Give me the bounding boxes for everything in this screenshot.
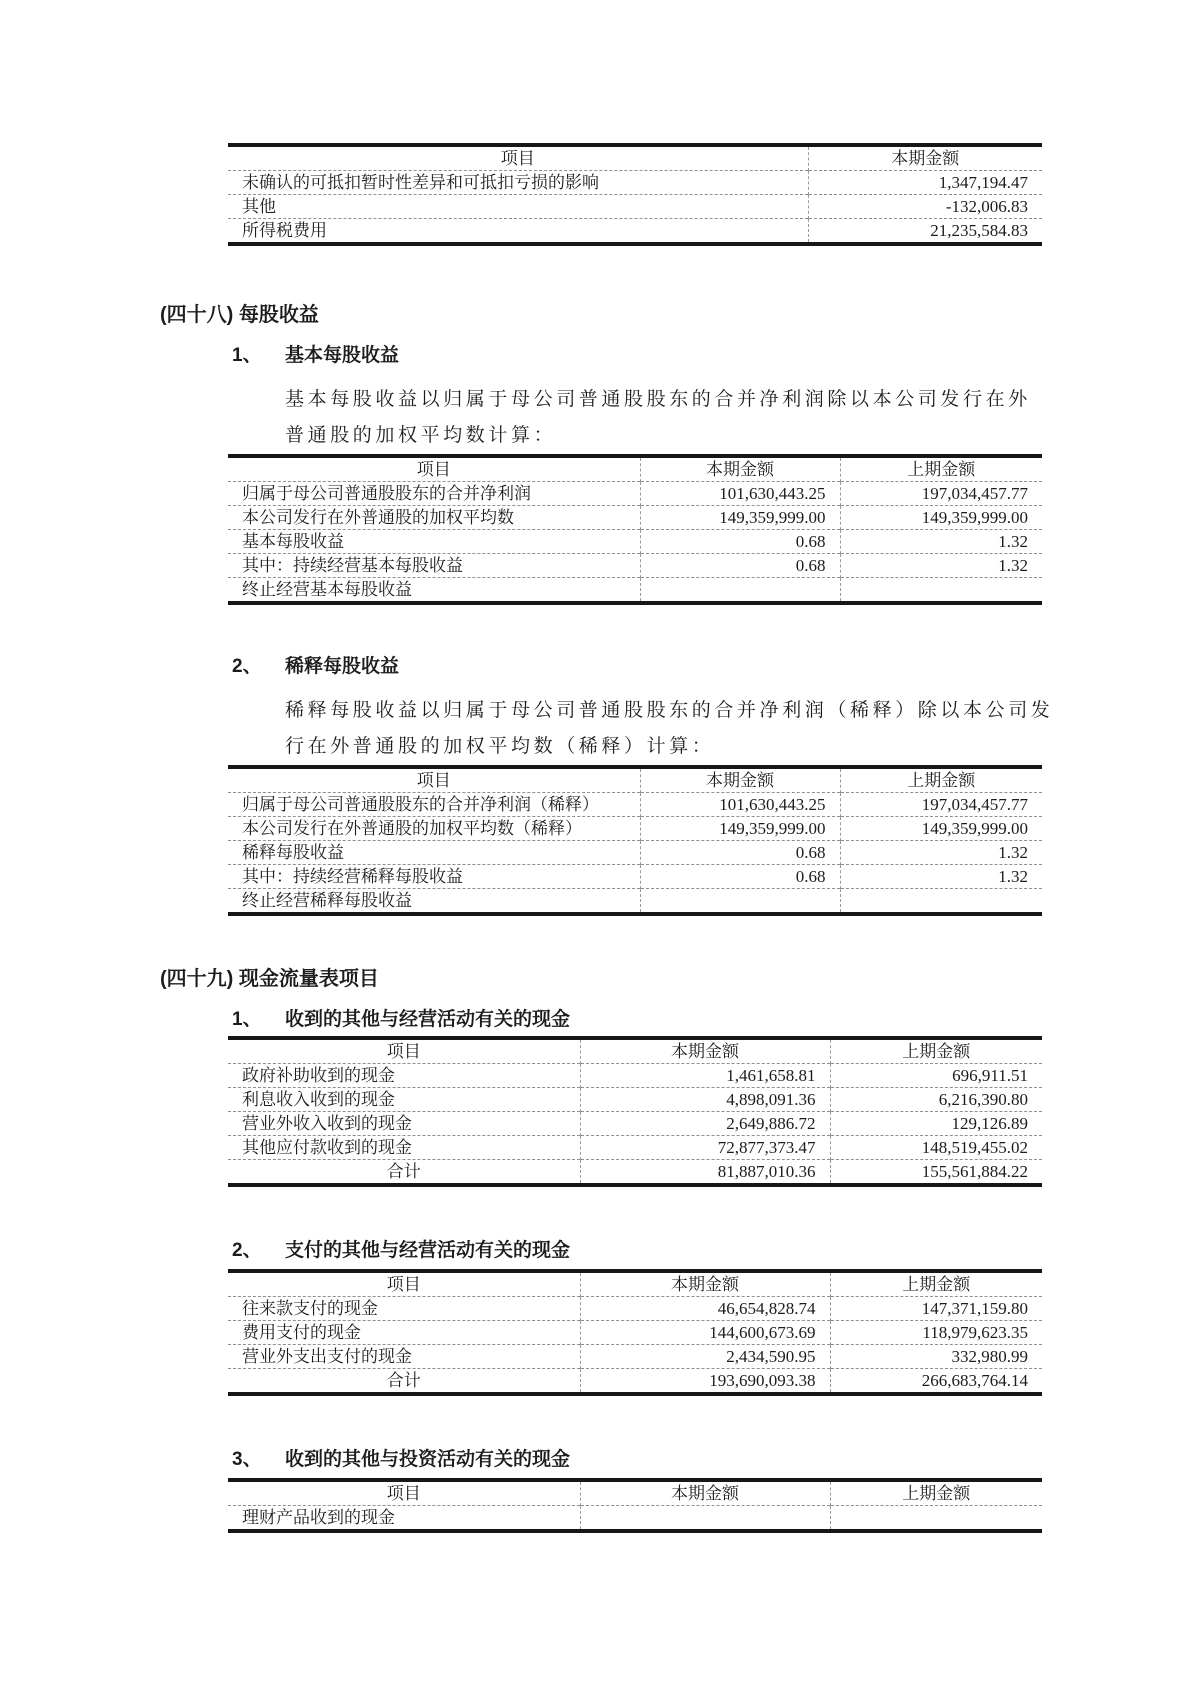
col-header-current: 本期金额 (580, 1271, 830, 1297)
cell-prior: 149,359,999.00 (840, 817, 1042, 841)
cell-prior: 696,911.51 (830, 1064, 1042, 1088)
cell-current: -132,006.83 (808, 195, 1042, 219)
col-header-item: 项目 (386, 1275, 421, 1294)
table-row (228, 1297, 1042, 1321)
table-header-row (228, 767, 1042, 793)
basic-eps-paragraph (285, 382, 1055, 454)
col-header-current: 本期金额 (580, 1038, 830, 1064)
cell-prior: 1.32 (840, 841, 1042, 865)
cell-prior: 197,034,457.77 (840, 482, 1042, 506)
table-row (228, 1345, 1042, 1369)
cell-current: 149,359,999.00 (640, 506, 840, 530)
paragraph-line: 行在外普通股的加权平均数（稀释）计算： (285, 736, 715, 757)
col-header-item: 项目 (416, 460, 451, 479)
cell-prior: 155,561,884.22 (830, 1160, 1042, 1186)
cell-prior (840, 889, 1042, 915)
cell-item: 本公司发行在外普通股的加权平均数 (228, 506, 640, 530)
cell-prior: 6,216,390.80 (830, 1088, 1042, 1112)
cell-item: 所得税费用 (228, 219, 808, 245)
cell-current (640, 889, 840, 915)
table-row (228, 1369, 1042, 1395)
table-row (228, 889, 1042, 915)
subheading-number: 2、 (232, 656, 262, 677)
cell-item: 往来款支付的现金 (228, 1297, 580, 1321)
cell-current (640, 578, 840, 604)
cell-current: 81,887,010.36 (580, 1160, 830, 1186)
table-row (228, 506, 1042, 530)
col-header-current: 本期金额 (580, 1480, 830, 1506)
cell-current: 46,654,828.74 (580, 1297, 830, 1321)
cell-item: 政府补助收到的现金 (228, 1064, 580, 1088)
table-header-row (228, 145, 1042, 171)
cell-item: 未确认的可抵扣暂时性差异和可抵扣亏损的影响 (228, 171, 808, 195)
col-header-prior: 上期金额 (840, 456, 1042, 482)
table-row (228, 1064, 1042, 1088)
table-row (228, 578, 1042, 604)
subheading-basic-eps (232, 342, 1042, 370)
cell-current: 2,434,590.95 (580, 1345, 830, 1369)
cash-paid-operating-table (228, 1269, 1042, 1396)
cell-current: 149,359,999.00 (640, 817, 840, 841)
col-header-item: 项目 (386, 1042, 421, 1061)
table-row (228, 793, 1042, 817)
table-row (228, 841, 1042, 865)
table-header-row (228, 1038, 1042, 1064)
cell-prior (830, 1506, 1042, 1532)
table-row (228, 219, 1042, 245)
cell-prior: 1.32 (840, 865, 1042, 889)
income-tax-expense-table (228, 143, 1042, 246)
cell-item: 其他 (228, 195, 808, 219)
table-row (228, 482, 1042, 506)
diluted-eps-table (228, 765, 1042, 916)
col-header-current: 本期金额 (640, 456, 840, 482)
table-row (228, 195, 1042, 219)
cell-item: 归属于母公司普通股股东的合并净利润 (228, 482, 640, 506)
cell-current: 0.68 (640, 530, 840, 554)
subheading-title: 支付的其他与经营活动有关的现金 (285, 1240, 571, 1261)
cell-item: 合计 (228, 1160, 580, 1186)
subheading-number: 1、 (232, 1009, 262, 1030)
cell-current: 2,649,886.72 (580, 1112, 830, 1136)
cell-current: 0.68 (640, 865, 840, 889)
subheading-cash-received-operating (232, 1006, 1042, 1034)
cell-prior: 129,126.89 (830, 1112, 1042, 1136)
col-header-prior: 上期金额 (840, 767, 1042, 793)
cell-item: 稀释每股收益 (228, 841, 640, 865)
cash-received-investing-table (228, 1478, 1042, 1533)
table-row (228, 1136, 1042, 1160)
cell-prior: 148,519,455.02 (830, 1136, 1042, 1160)
paragraph-line: 普通股的加权平均数计算： (285, 425, 557, 446)
cell-current: 72,877,373.47 (580, 1136, 830, 1160)
cell-item: 其中：持续经营基本每股收益 (228, 554, 640, 578)
cell-current: 193,690,093.38 (580, 1369, 830, 1395)
table-row (228, 817, 1042, 841)
cell-item: 本公司发行在外普通股的加权平均数（稀释） (228, 817, 640, 841)
cell-item: 费用支付的现金 (228, 1321, 580, 1345)
subheading-title: 稀释每股收益 (285, 656, 400, 677)
table-header-row (228, 1480, 1042, 1506)
cell-current: 1,347,194.47 (808, 171, 1042, 195)
table-header-row (228, 456, 1042, 482)
col-header-item: 项目 (416, 771, 451, 790)
table-row (228, 171, 1042, 195)
table-row (228, 1506, 1042, 1532)
cell-current: 144,600,673.69 (580, 1321, 830, 1345)
subheading-number: 1、 (232, 345, 262, 366)
cell-current: 1,461,658.81 (580, 1064, 830, 1088)
cell-item: 其他应付款收到的现金 (228, 1136, 580, 1160)
cell-item: 理财产品收到的现金 (228, 1506, 580, 1532)
paragraph-line: 稀释每股收益以归属于母公司普通股股东的合并净利润（稀释）除以本公司发 (285, 700, 1054, 721)
col-header-current: 本期金额 (808, 145, 1042, 171)
col-header-prior: 上期金额 (830, 1038, 1042, 1064)
section-heading-eps: (四十八) 每股收益 (160, 304, 319, 326)
table-row (228, 865, 1042, 889)
cell-item: 合计 (228, 1369, 580, 1395)
cell-prior: 332,980.99 (830, 1345, 1042, 1369)
cell-current: 21,235,584.83 (808, 219, 1042, 245)
cell-item: 利息收入收到的现金 (228, 1088, 580, 1112)
cell-prior: 147,371,159.80 (830, 1297, 1042, 1321)
col-header-prior: 上期金额 (830, 1480, 1042, 1506)
cell-item: 营业外收入收到的现金 (228, 1112, 580, 1136)
subheading-title: 收到的其他与经营活动有关的现金 (285, 1009, 571, 1030)
col-header-item: 项目 (500, 149, 535, 168)
subheading-cash-received-investing (232, 1446, 1042, 1474)
subheading-number: 2、 (232, 1240, 262, 1261)
subheading-title: 基本每股收益 (285, 345, 400, 366)
cell-item: 营业外支出支付的现金 (228, 1345, 580, 1369)
table-header-row (228, 1271, 1042, 1297)
cell-item: 基本每股收益 (228, 530, 640, 554)
cell-current (580, 1506, 830, 1532)
cash-received-operating-table (228, 1036, 1042, 1187)
table-row (228, 1112, 1042, 1136)
col-header-prior: 上期金额 (830, 1271, 1042, 1297)
cell-item: 归属于母公司普通股股东的合并净利润（稀释） (228, 793, 640, 817)
cell-item: 终止经营稀释每股收益 (228, 889, 640, 915)
cell-item: 终止经营基本每股收益 (228, 578, 640, 604)
cell-prior (840, 578, 1042, 604)
subheading-cash-paid-operating (232, 1237, 1042, 1265)
table-row (228, 1088, 1042, 1112)
col-header-item: 项目 (386, 1484, 421, 1503)
cell-current: 0.68 (640, 841, 840, 865)
cell-current: 101,630,443.25 (640, 482, 840, 506)
col-header-current: 本期金额 (640, 767, 840, 793)
paragraph-line: 基本每股收益以归属于母公司普通股股东的合并净利润除以本公司发行在外 (285, 389, 1031, 410)
cell-item: 其中：持续经营稀释每股收益 (228, 865, 640, 889)
section-heading-cashflow: (四十九) 现金流量表项目 (160, 968, 379, 990)
table-row (228, 530, 1042, 554)
table-row (228, 554, 1042, 578)
cell-prior: 1.32 (840, 530, 1042, 554)
diluted-eps-paragraph (285, 693, 1055, 765)
subheading-title: 收到的其他与投资活动有关的现金 (285, 1449, 571, 1470)
subheading-number: 3、 (232, 1449, 262, 1470)
subheading-diluted-eps (232, 653, 1042, 681)
cell-prior: 149,359,999.00 (840, 506, 1042, 530)
cell-prior: 266,683,764.14 (830, 1369, 1042, 1395)
table-row (228, 1321, 1042, 1345)
basic-eps-table (228, 454, 1042, 605)
table-row (228, 1160, 1042, 1186)
cell-prior: 118,979,623.35 (830, 1321, 1042, 1345)
cell-prior: 1.32 (840, 554, 1042, 578)
cell-prior: 197,034,457.77 (840, 793, 1042, 817)
cell-current: 101,630,443.25 (640, 793, 840, 817)
cell-current: 0.68 (640, 554, 840, 578)
cell-current: 4,898,091.36 (580, 1088, 830, 1112)
